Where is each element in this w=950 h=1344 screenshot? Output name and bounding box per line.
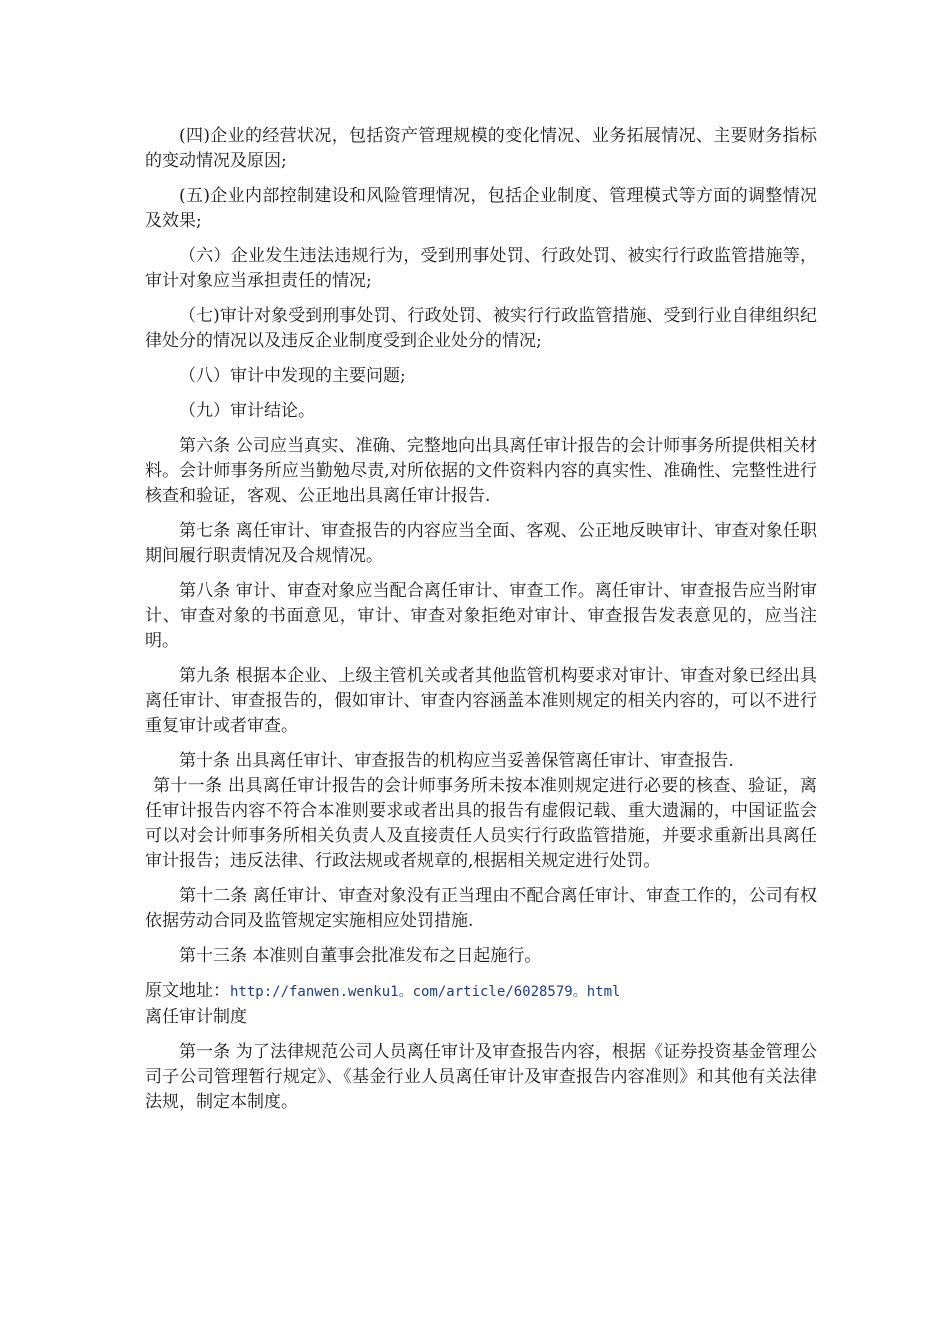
article-10: 第十条 出具离任审计、审查报告的机构应当妥善保管离任审计、审查报告. [179,751,734,771]
paragraph-item-4: (四)企业的经营状况，包括资产管理规模的变化情况、业务拓展情况、主要财务指标的变动情况及原因; [145,126,817,171]
document-page [145,124,817,1125]
article-13: 第十三条 本准则自董事会批准发布之日起施行。 [179,946,542,966]
document-title: 离任审计制度 [145,1007,247,1027]
paragraph-item-9: （九）审计结论。 [179,401,315,421]
article-1: 第一条 为了法律规范公司人员离任审计及审查报告内容，根据《证券投资基金管理公司子公司管理暂行规定》、《基金行业人员离任审计及审查报告内容准则》和其他有关法律法规，制定本制度。 [145,1042,817,1112]
paragraph-item-5: (五)企业内部控制建设和风险管理情况，包括企业制度、管理模式等方面的调整情况及效果; [145,186,817,231]
paragraph-item-7: （七)审计对象受到刑事处罚、行政处罚、被实行行政监管措施、受到行业自律组织纪律处分的情况以及违反企业制度受到企业处分的情况; [145,306,817,351]
source-label: 原文地址： [145,981,230,1001]
article-6: 第六条 公司应当真实、准确、完整地向出具离任审计报告的会计师事务所提供相关材料。会计师事务所应当勤勉尽责,对所依据的文件资料内容的真实性、准确性、完整性进行核查和验证，客观、公正地出具离任审计报告. [145,436,817,506]
article-8: 第八条 审计、审查对象应当配合离任审计、审查工作。离任审计、审查报告应当附审计、审查对象的书面意见，审计、审查对象拒绝对审计、审查报告发表意见的，应当注明。 [145,581,817,651]
source-line [145,979,817,1005]
article-9: 第九条 根据本企业、上级主管机关或者其他监管机构要求对审计、审查对象已经出具离任审计、审查报告的，假如审计、审查内容涵盖本准则规定的相关内容的，可以不进行重复审计或者审查。 [145,666,817,736]
paragraph-item-8: （八）审计中发现的主要问题; [179,366,406,386]
article-11: 第十一条 出具离任审计报告的会计师事务所未按本准则规定进行必要的核查、验证，离任审计报告内容不符合本准则要求或者出具的报告有虚假记载、重大遗漏的，中国证监会可以对会计师事务所相关负责人及直接责任人员实行行政监管措施，并要求重新出具离任审计报告；违反法律、行政法规或者规章的,根据相关规定进行处罚。 [145,776,817,871]
article-12: 第十二条 离任审计、审查对象没有正当理由不配合离任审计、审查工作的，公司有权依据劳动合同及监管规定实施相应处罚措施. [145,886,817,931]
source-url-link[interactable]: http://fanwen.wenku1。com/article/6028579。html [230,984,621,1000]
paragraph-item-6: （六）企业发生违法违规行为，受到刑事处罚、行政处罚、被实行行政监管措施等，审计对象应当承担责任的情况; [145,246,817,291]
article-7: 第七条 离任审计、审查报告的内容应当全面、客观、公正地反映审计、审查对象任职期间履行职责情况及合规情况。 [145,521,817,566]
